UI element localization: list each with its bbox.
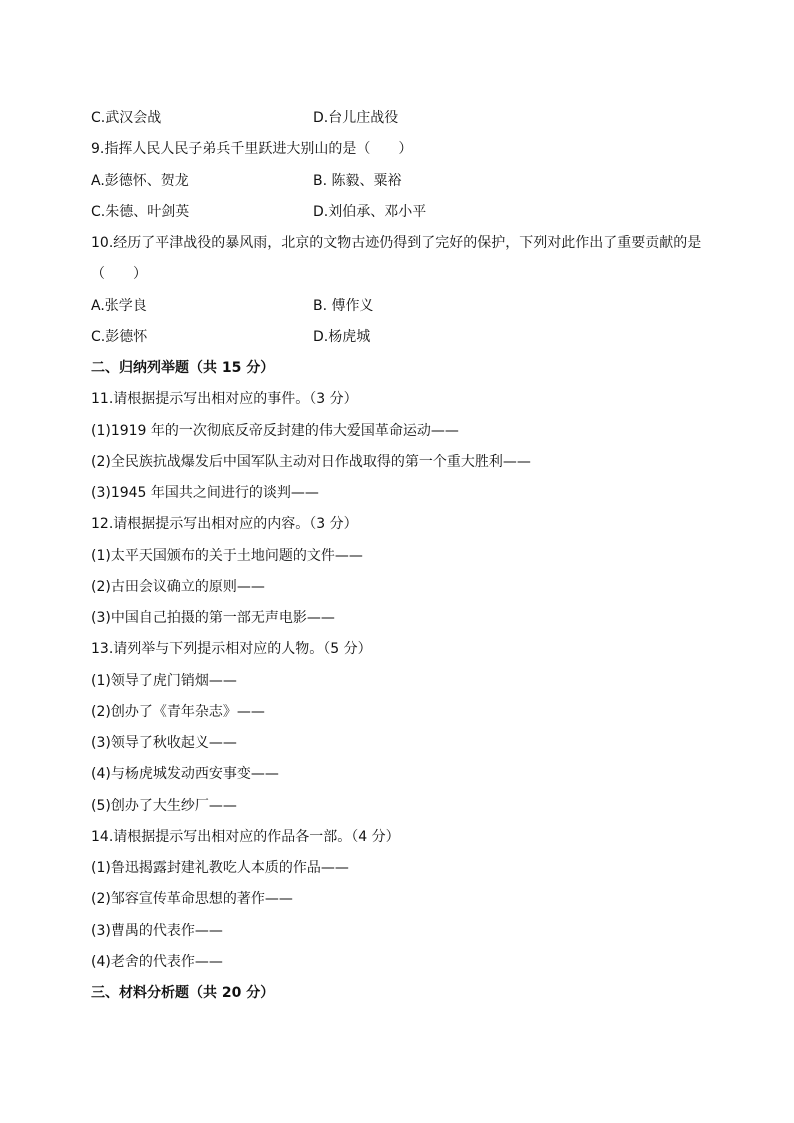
q14-item-4: (4)老舍的代表作—— [91, 954, 223, 970]
q11-item-1: (1)1919 年的一次彻底反帝反封建的伟大爱国革命运动—— [91, 423, 459, 439]
q14-item-3: (3)曹禺的代表作—— [91, 923, 223, 939]
q12-item-2: (2)古田会议确立的原则—— [91, 579, 265, 595]
section-3-heading: 三、材料分析题（共 20 分） [91, 985, 275, 1001]
q9-option-c: C.朱德、叶剑英 [91, 204, 190, 220]
q9-option-b: B. 陈毅、粟裕 [313, 173, 402, 189]
q14-item-2: (2)邹容宣传革命思想的著作—— [91, 891, 293, 907]
q13-item-4: (4)与杨虎城发动西安事变—— [91, 766, 279, 782]
q12-stem: 12.请根据提示写出相对应的内容。（3 分） [91, 516, 358, 532]
q11-item-2: (2)全民族抗战爆发后中国军队主动对日作战取得的第一个重大胜利—— [91, 454, 531, 470]
q8-option-d: D.台儿庄战役 [313, 110, 399, 126]
q8-option-c: C.武汉会战 [91, 110, 162, 126]
section-2-heading: 二、归纳列举题（共 15 分） [91, 360, 275, 376]
q13-stem: 13.请列举与下列提示相对应的人物。（5 分） [91, 641, 372, 657]
q11-item-3: (3)1945 年国共之间进行的谈判—— [91, 485, 319, 501]
q10-stem-line1: 10.经历了平津战役的暴风雨，北京的文物古迹仍得到了完好的保护，下列对此作出了重要贡献的是 [91, 235, 702, 251]
q14-stem: 14.请根据提示写出相对应的作品各一部。（4 分） [91, 829, 400, 845]
q13-item-2: (2)创办了《青年杂志》—— [91, 704, 265, 720]
q10-option-a: A.张学良 [91, 298, 147, 314]
q13-item-3: (3)领导了秋收起义—— [91, 735, 237, 751]
q9-stem: 9.指挥人民人民子弟兵千里跃进大别山的是（ ） [91, 141, 413, 157]
q13-item-1: (1)领导了虎门销烟—— [91, 673, 237, 689]
q11-stem: 11.请根据提示写出相对应的事件。（3 分） [91, 391, 358, 407]
q12-item-3: (3)中国自己拍摄的第一部无声电影—— [91, 610, 335, 626]
q13-item-5: (5)创办了大生纱厂—— [91, 798, 237, 814]
q12-item-1: (1)太平天国颁布的关于土地问题的文件—— [91, 548, 363, 564]
q10-option-c: C.彭德怀 [91, 329, 148, 345]
q9-option-d: D.刘伯承、邓小平 [313, 204, 427, 220]
q10-option-d: D.杨虎城 [313, 329, 371, 345]
q10-stem-line2: （ ） [91, 266, 147, 282]
q10-option-b: B. 傅作义 [313, 298, 374, 314]
q9-option-a: A.彭德怀、贺龙 [91, 173, 189, 189]
q14-item-1: (1)鲁迅揭露封建礼教吃人本质的作品—— [91, 860, 349, 876]
